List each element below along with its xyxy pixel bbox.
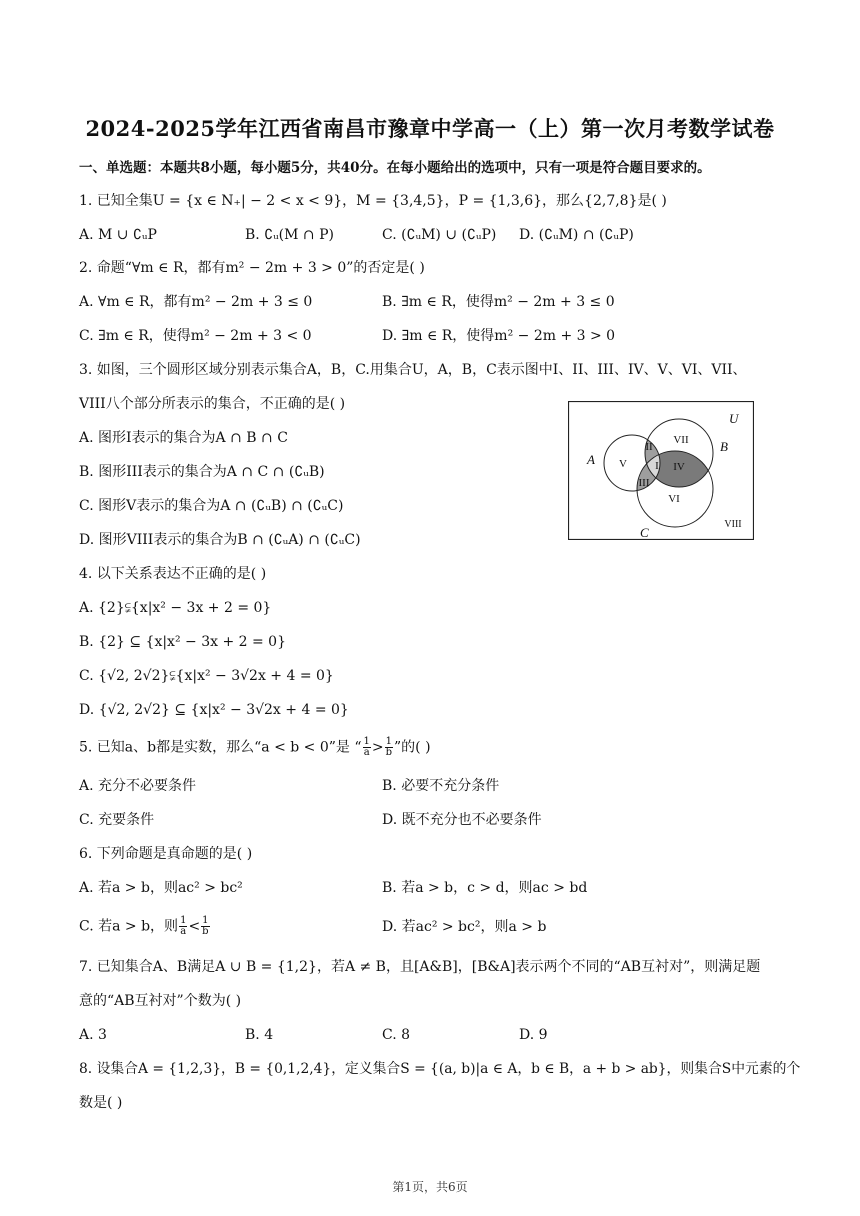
question-6-option-d: D. 若ac² > bc²，则a > b — [382, 919, 547, 935]
label-region-viii: VIII — [724, 519, 742, 530]
question-4-option-d: D. {√2, 2√2} ⊆ {x|x² − 3√2x + 4 = 0} — [79, 702, 349, 718]
question-4-stem: 4. 以下关系表达不正确的是( ) — [79, 566, 267, 582]
fraction-1-over-b: $\frac{1}{b}$ — [202, 915, 209, 937]
label-region-vii: VII — [673, 434, 689, 446]
label-c: C — [640, 525, 649, 540]
question-7-option-c: C. 8 — [382, 1027, 411, 1043]
question-3-option-d: D. 图形VIII表示的集合为B ∩ (∁ᵤA) ∩ (∁ᵤC) — [79, 532, 361, 548]
question-6-option-c: C. 若a > b，则 $\frac{1}{a}$ < $\frac{1}{b}$ — [79, 915, 209, 937]
question-5-stem-pre: 5. 已知a、b都是实数，那么“a < b < 0”是 “ — [79, 739, 362, 756]
question-4-option-a: A. {2}⫋{x|x² − 3x + 2 = 0} — [79, 600, 272, 616]
question-5-option-c: C. 充要条件 — [79, 812, 155, 828]
label-region-iv: IV — [673, 461, 685, 473]
question-6-option-b: B. 若a > b，c > d，则ac > bd — [382, 880, 588, 896]
question-2-option-d: D. ∃m ∈ R，使得m² − 2m + 3 > 0 — [382, 328, 616, 344]
question-1-option-a: A. M ∪ ∁ᵤP — [79, 227, 157, 243]
venn-diagram — [568, 401, 754, 540]
question-8-stem-line2: 数是( ) — [79, 1095, 123, 1111]
question-5-stem-post: ”的( ) — [394, 739, 431, 756]
question-1-option-b: B. ∁ᵤ(M ∩ P) — [245, 227, 334, 243]
question-5-option-a: A. 充分不必要条件 — [79, 778, 197, 794]
fraction-1-over-a: $\frac{1}{a}$ — [180, 915, 187, 937]
question-7-stem-line2: 意的“AB互衬对”个数为( ) — [79, 993, 242, 1009]
label-a: A — [587, 452, 595, 467]
question-6-option-a: A. 若a > b，则ac² > bc² — [79, 880, 243, 896]
question-3-stem-line2: VIII八个部分所表示的集合，不正确的是( ) — [79, 396, 346, 412]
section-heading: 一、单选题：本题共8小题，每小题5分，共40分。在每小题给出的选项中，只有一项是符合题目要求的。 — [79, 160, 711, 176]
question-2-option-c: C. ∃m ∈ R，使得m² − 2m + 3 < 0 — [79, 328, 312, 344]
label-u: U — [729, 411, 739, 426]
question-2-option-a: A. ∀m ∈ R，都有m² − 2m + 3 ≤ 0 — [79, 294, 313, 310]
question-5-stem — [79, 737, 431, 758]
fraction-1-over-b: $\frac{1}{b}$ — [385, 736, 393, 758]
page-footer: 第1页，共6页 — [392, 1180, 468, 1194]
label-region-vi: VI — [668, 493, 680, 505]
question-5-option-d: D. 既不充分也不必要条件 — [382, 812, 542, 828]
question-7-option-a: A. 3 — [79, 1027, 107, 1043]
question-2-stem: 2. 命题“∀m ∈ R，都有m² − 2m + 3 > 0”的否定是( ) — [79, 260, 425, 276]
label-region-ii: II — [645, 441, 653, 453]
label-region-iii: III — [638, 477, 650, 489]
question-8-stem-line1: 8. 设集合A = {1,2,3}，B = {0,1,2,4}，定义集合S = {(a, b)|a ∈ A，b ∈ B，a + b > ab}，则集合S中元素的个 — [79, 1061, 801, 1077]
page-title: 2024-2025学年江西省南昌市豫章中学高一（上）第一次月考数学试卷 — [85, 116, 775, 141]
question-1-option-c: C. (∁ᵤM) ∪ (∁ᵤP) — [382, 227, 497, 243]
question-3-stem-line1: 3. 如图，三个圆形区域分别表示集合A，B，C.用集合U，A，B，C表示图中I、II、III、IV、V、VI、VII、 — [79, 362, 747, 378]
question-5-option-b: B. 必要不充分条件 — [382, 778, 500, 794]
label-region-i: I — [655, 460, 659, 472]
question-7-stem-line1: 7. 已知集合A、B满足A ∪ B = {1,2}，若A ≠ B，且[A&B]，[B&A]表示两个不同的“AB互衬对”，则满足题 — [79, 959, 761, 975]
question-3-option-b: B. 图形III表示的集合为A ∩ C ∩ (∁ᵤB) — [79, 464, 325, 480]
question-7-option-d: D. 9 — [519, 1027, 548, 1043]
question-6-stem: 6. 下列命题是真命题的是( ) — [79, 846, 253, 862]
question-4-option-c: C. {√2, 2√2}⫋{x|x² − 3√2x + 4 = 0} — [79, 668, 334, 684]
label-region-v: V — [619, 458, 627, 470]
question-1-option-d: D. (∁ᵤM) ∩ (∁ᵤP) — [519, 227, 634, 243]
label-b: B — [720, 439, 728, 454]
question-4-option-b: B. {2} ⊆ {x|x² − 3x + 2 = 0} — [79, 634, 286, 650]
question-3-option-a: A. 图形I表示的集合为A ∩ B ∩ C — [79, 430, 288, 446]
question-3-option-c: C. 图形V表示的集合为A ∩ (∁ᵤB) ∩ (∁ᵤC) — [79, 498, 344, 514]
question-1-stem: 1. 已知全集U = {x ∈ N₊| − 2 < x < 9}，M = {3,4,5}，P = {1,3,6}，那么{2,7,8}是( ) — [79, 193, 667, 209]
greater-than: > — [371, 739, 384, 756]
question-2-option-b: B. ∃m ∈ R，使得m² − 2m + 3 ≤ 0 — [382, 294, 615, 310]
question-7-option-b: B. 4 — [245, 1027, 274, 1043]
fraction-1-over-a: $\frac{1}{a}$ — [363, 736, 370, 758]
